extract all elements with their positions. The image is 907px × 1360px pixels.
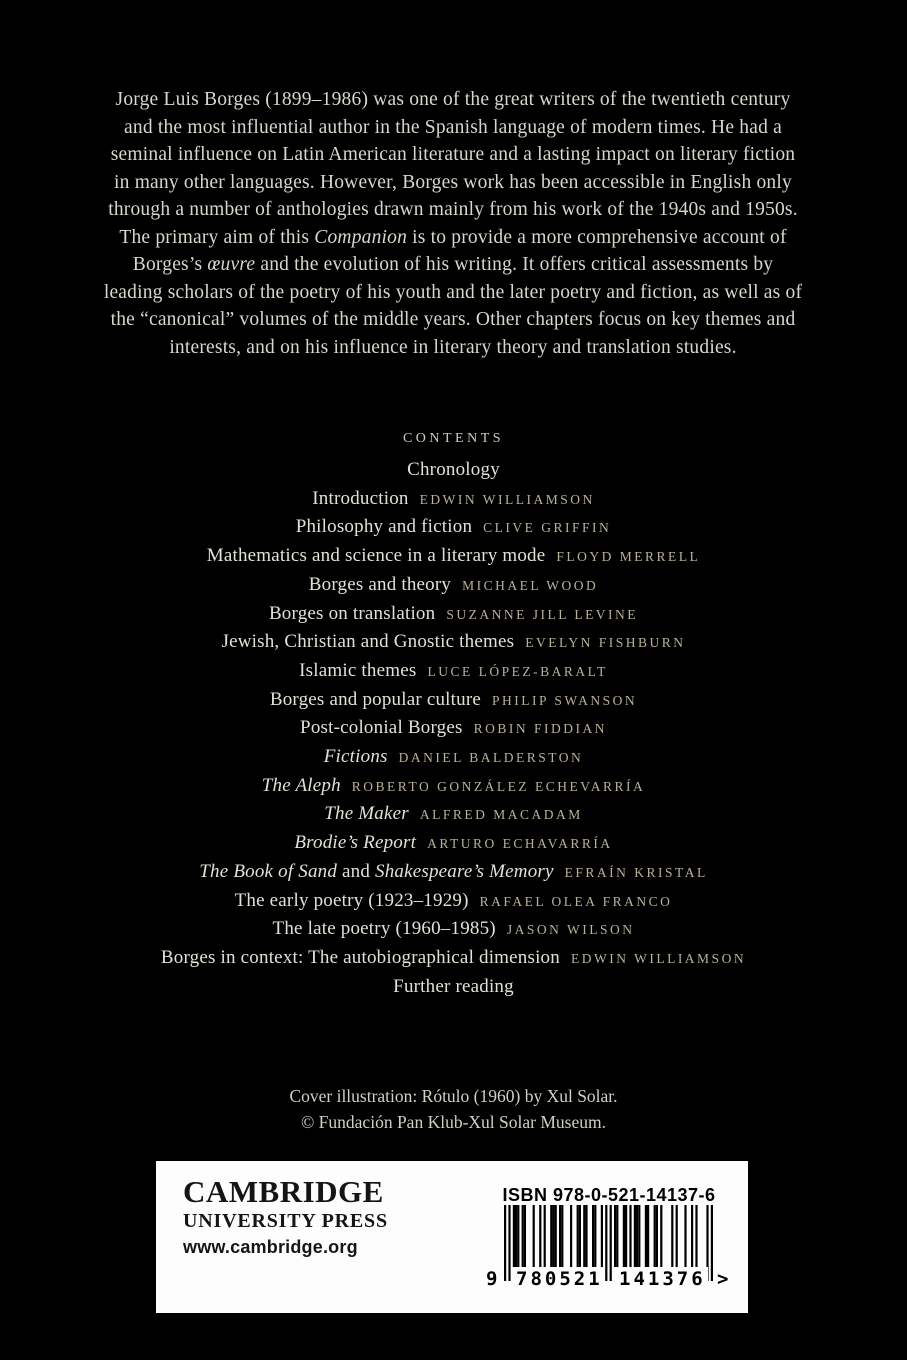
chapter-title: and [337,860,375,882]
blurb-text-segment: Companion [314,226,408,248]
chapter-title: Further reading [393,975,514,997]
contents-item [0,628,907,657]
contents-item [0,973,907,1002]
contents-item [0,915,907,944]
chapter-title: Jewish, Christian and Gnostic themes [221,631,515,653]
contents-item [0,600,907,629]
credit-line-2: © Fundación Pan Klub-Xul Solar Museum. [301,1112,606,1132]
chapter-title: The Book of Sand [199,860,338,882]
cover-illustration-credit [0,1083,907,1135]
chapter-title: Post-colonial Borges [300,717,463,739]
chapter-title: Introduction [312,487,409,509]
contents-item [0,657,907,686]
chapter-title: The Maker [324,803,409,825]
chapter-title: Borges and popular culture [269,688,482,710]
contributor-name: PHILIP SWANSON [492,692,638,708]
contributor-name: SUZANNE JILL LEVINE [446,606,639,622]
blurb-text-segment: œuvre [207,254,256,275]
contributor-name: ROBIN FIDDIAN [473,721,607,737]
contents-item [0,772,907,801]
publisher-name: CAMBRIDGE [183,1174,384,1209]
chapter-title: Borges and theory [308,573,452,595]
barcode-digits [484,1267,734,1293]
contents-item [0,485,907,514]
barcode-right-group: 141376 [619,1268,706,1290]
contributor-name: FLOYD MERRELL [556,549,701,565]
credit-line-1: Cover illustration: Rótulo (1960) by Xul Solar. [289,1086,618,1106]
contents-item [0,542,907,571]
contributor-name: MICHAEL WOOD [462,577,599,593]
contributor-name: LUCE LÓPEZ-BARALT [427,663,608,679]
contents-item [0,513,907,542]
contributor-name: DANIEL BALDERSTON [398,750,584,766]
chapter-title: Philosophy and fiction [295,516,473,538]
contents-item [0,858,907,887]
chapter-title: Islamic themes [299,659,417,681]
chapter-title: Fictions [323,746,388,768]
publisher-name-line2: UNIVERSITY PRESS [183,1210,388,1232]
chapter-title: Borges on translation [268,602,436,624]
contents-item [0,714,907,743]
contents-item [0,944,907,973]
contributor-name: CLIVE GRIFFIN [483,520,612,536]
chapter-title: Shakespeare’s Memory [375,860,554,882]
blurb-text-segment: and the evolution of his writing. It offers critical assessments by leading scholars of the poetry of his youth and the later poetry and fiction, as well as of the “canonical” volumes of the middle years. Other chapters focus on key themes and interests, and on his influence in literary theory and translation studies. [103,254,803,358]
publisher-website: www.cambridge.org [183,1237,358,1257]
blurb-paragraph [103,86,803,361]
contributor-name: ROBERTO GONZÁLEZ ECHEVARRÍA [351,778,646,794]
contents-item [0,571,907,600]
chapter-title: Mathematics and science in a literary mode [206,545,546,567]
contents-section [0,429,907,1001]
contributor-name: ARTURO ECHAVARRÍA [427,836,613,852]
barcode-first-digit: 9 [486,1268,498,1290]
chapter-title: The early poetry (1923–1929) [234,889,469,911]
chapter-title: Brodie’s Report [294,832,417,854]
contributor-name: EDWIN WILLIAMSON [570,950,747,966]
contents-item [0,456,907,485]
contents-item [0,800,907,829]
chapter-title: The Aleph [261,774,341,796]
contents-item [0,686,907,715]
contents-heading: CONTENTS [402,431,505,446]
contents-item [0,829,907,858]
contributor-name: EVELYN FISHBURN [525,635,686,651]
barcode-chevron: > [717,1268,729,1290]
contributor-name: ALFRED MACADAM [419,807,583,823]
blurb-text-segment: Jorge Luis Borges (1899–1986) was one of the great writers of the twentieth century and the most influential author in the Spanish language of modern times. He had a seminal influence on Latin American literature and a lasting impact on literary fiction in many other languages. However, Borges work has been accessible in English only through a number of anthologies drawn mainly from his work of the 1940s and 1950s. The primary aim of this [108,89,798,248]
contributor-name: EDWIN WILLIAMSON [419,491,595,507]
contents-item [0,887,907,916]
chapter-title: The late poetry (1960–1985) [272,918,496,940]
blurb-text-segment: is to provide a more comprehensive account of Borges’s [132,226,787,275]
isbn-label: ISBN 978-0-521-14137-6 [502,1185,716,1205]
contributor-name: EFRAÍN KRISTAL [564,864,708,880]
publisher-panel [156,1161,748,1313]
contents-list [0,456,907,1001]
isbn-block [484,1161,734,1313]
contents-item [0,743,907,772]
chapter-title: Chronology [407,459,500,480]
barcode-left-group: 780521 [516,1268,603,1290]
contributor-name: JASON WILSON [506,922,635,938]
cambridge-university-press-logo [183,1175,388,1260]
contributor-name: RAFAEL OLEA FRANCO [479,893,673,909]
chapter-title: Borges in context: The autobiographical dimension [160,946,560,968]
